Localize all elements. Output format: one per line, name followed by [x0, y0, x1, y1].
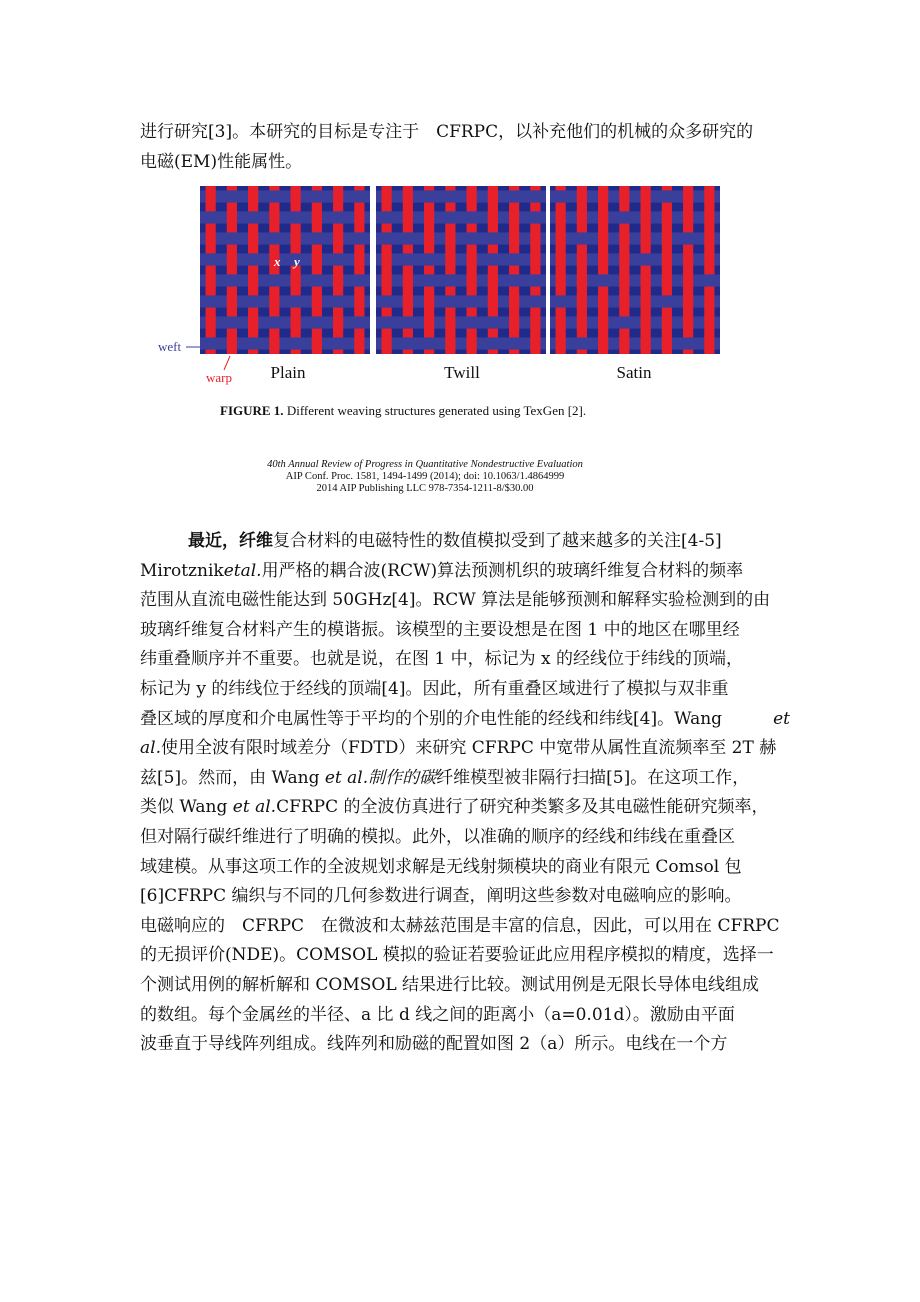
warp-crossover — [488, 189, 498, 203]
warp-crossover — [467, 252, 477, 266]
warp-yarn — [467, 186, 477, 354]
conference-proc: AIP Conf. Proc. 1581, 1494-1499 (2014); doi: 10.1063/1.4864999 — [285, 471, 565, 482]
warp-crossover — [424, 294, 434, 308]
body-line-16: 个测试用例的解析解和 COMSOL 结果进行比较。测试用例是无限长导体电线组成 — [140, 974, 760, 995]
warp-crossover — [683, 294, 693, 308]
warp-crossover — [641, 273, 651, 287]
warp-crossover — [641, 336, 651, 350]
warp-crossover — [488, 210, 498, 224]
warp-crossover — [704, 315, 714, 329]
figure-caption-label: FIGURE 1. — [220, 403, 284, 418]
warp-crossover — [683, 210, 693, 224]
warp-crossover — [577, 315, 587, 329]
body-line-4: 玻璃纤维复合材料产生的模谐振。该模型的主要设想是在图 1 中的地区在哪里经 — [140, 619, 740, 640]
weft-yarn — [200, 316, 370, 328]
weft-yarn — [550, 190, 720, 202]
warp-crossover — [662, 231, 672, 245]
warp-crossover — [227, 210, 237, 224]
warp-crossover — [704, 336, 714, 350]
warp-crossover — [291, 315, 301, 329]
figure-caption — [220, 403, 586, 419]
warp-crossover — [641, 231, 651, 245]
warp-yarn — [382, 186, 392, 354]
warp-crossover — [619, 294, 629, 308]
warp-crossover — [704, 231, 714, 245]
weft-yarn — [200, 337, 370, 349]
warp-crossover — [509, 210, 519, 224]
body-line-9 — [140, 764, 790, 794]
body-line-18: 波垂直于导线阵列组成。线阵列和励磁的配置如图 2（a）所示。电线在一个方 — [140, 1034, 728, 1055]
warp-crossover — [683, 189, 693, 203]
warp-crossover — [403, 294, 413, 308]
warp-crossover — [382, 273, 392, 287]
warp-crossover — [598, 210, 608, 224]
warp-crossover — [577, 252, 587, 266]
warp-crossover — [403, 210, 413, 224]
weft-yarn — [376, 211, 546, 223]
warp-crossover — [333, 315, 343, 329]
body-line-6: 标记为 y 的纬线位于经线的顶端[4]。因此，所有重叠区域进行了模拟与双非重 — [140, 678, 729, 699]
warp-crossover — [641, 189, 651, 203]
weft-yarn — [550, 295, 720, 307]
body-text: 复合材料的电磁特性的数值模拟受到了越来越多的关注[4-5] — [273, 531, 722, 551]
x-label: x — [274, 254, 281, 269]
warp-crossover — [598, 315, 608, 329]
warp-crossover — [248, 231, 258, 245]
body-text-italic: et al. — [232, 797, 277, 818]
warp-crossover — [445, 336, 455, 350]
warp-crossover — [445, 252, 455, 266]
weft-yarn — [550, 253, 720, 265]
warp-crossover — [488, 273, 498, 287]
warp-crossover — [467, 336, 477, 350]
body-line-1 — [140, 527, 790, 557]
warp-crossover — [248, 189, 258, 203]
weft-yarn — [550, 316, 720, 328]
warp-crossover — [662, 273, 672, 287]
weft-yarn — [376, 316, 546, 328]
weft-label: weft — [158, 339, 182, 354]
weft-yarn — [376, 274, 546, 286]
weft-yarn — [200, 274, 370, 286]
warp-crossover — [598, 231, 608, 245]
weft-yarn — [550, 274, 720, 286]
body-line-5: 纬重叠顺序并不重要。也就是说，在图 1 中，标记为 x 的经线位于纬线的顶端， — [140, 649, 744, 670]
warp-crossover — [556, 315, 566, 329]
body-paragraph — [140, 527, 790, 1060]
warp-crossover — [445, 315, 455, 329]
weft-yarn — [550, 211, 720, 223]
body-text: 使用全波有限时域差分（FDTD）来研究 CFRPC 中宽带从属性直流频率至 2T 赫 — [160, 738, 777, 759]
panel-label-plain: Plain — [270, 363, 306, 382]
body-line-8 — [140, 734, 790, 764]
warp-crossover — [530, 252, 540, 266]
body-line-15: 的无损评价(NDE)。COMSOL 模拟的验证若要验证此应用程序模拟的精度，选择一 — [140, 945, 774, 966]
figure-caption-text: Different weaving structures generated using TexGen [2]. — [286, 403, 587, 418]
warp-crossover — [333, 231, 343, 245]
warp-crossover — [598, 189, 608, 203]
warp-crossover — [509, 231, 519, 245]
weft-yarn — [550, 232, 720, 244]
warp-yarn — [619, 186, 629, 354]
warp-label: warp — [206, 370, 232, 385]
warp-crossover — [312, 294, 322, 308]
warp-crossover — [704, 252, 714, 266]
conference-publisher: 2014 AIP Publishing LLC 978-7354-1211-8/$30.00 — [316, 483, 534, 494]
warp-crossover — [509, 294, 519, 308]
warp-crossover — [269, 210, 279, 224]
warp-crossover — [619, 273, 629, 287]
warp-crossover — [227, 336, 237, 350]
body-text: 兹[5]。然而，由 Wang — [140, 767, 320, 788]
body-line-7 — [140, 705, 790, 735]
warp-crossover — [403, 189, 413, 203]
body-text-italic: et al.制作的碳 — [324, 767, 437, 788]
body-text: 最近， — [188, 531, 239, 551]
warp-crossover — [598, 294, 608, 308]
weft-yarn — [200, 295, 370, 307]
warp-crossover — [227, 294, 237, 308]
panel-label-satin: Satin — [616, 363, 652, 382]
warp-crossover — [445, 231, 455, 245]
weave-panel-plain — [200, 186, 370, 354]
warp-crossover — [662, 210, 672, 224]
body-line-10 — [140, 793, 790, 823]
warp-crossover — [291, 231, 301, 245]
weft-yarn — [376, 253, 546, 265]
warp-crossover — [354, 336, 364, 350]
body-text: 用严格的耦合波(RCW)算法预测机织的玻璃纤维复合材料的频率 — [261, 560, 744, 581]
body-line-3: 范围从直流电磁性能达到 50GHz[4]。RCW 算法是能够预测和解释实验检测到的由 — [140, 590, 771, 611]
warp-crossover — [354, 252, 364, 266]
warp-crossover — [641, 210, 651, 224]
warp-crossover — [509, 315, 519, 329]
body-text-bold: 纤维 — [239, 531, 273, 551]
warp-crossover — [577, 294, 587, 308]
warp-crossover — [530, 315, 540, 329]
warp-crossover — [424, 315, 434, 329]
warp-crossover — [598, 252, 608, 266]
warp-crossover — [619, 252, 629, 266]
warp-crossover — [382, 252, 392, 266]
body-text: Mirotznik — [140, 560, 224, 581]
body-line-12: 域建模。从事这项工作的全波规划求解是无线射频模块的商业有限元 Comsol 包 — [140, 856, 742, 877]
warp-crossover — [354, 294, 364, 308]
warp-crossover — [530, 231, 540, 245]
warp-crossover — [530, 336, 540, 350]
weaving-figure — [158, 186, 720, 436]
warp-crossover — [641, 315, 651, 329]
warp-crossover — [641, 294, 651, 308]
weft-yarn — [376, 232, 546, 244]
weft-yarn — [200, 190, 370, 202]
warp-crossover — [248, 273, 258, 287]
warp-crossover — [704, 294, 714, 308]
body-line-17: 的数组。每个金属丝的半径、a 比 d 线之间的距离小（a=0.01d）。激励由平面 — [140, 1004, 735, 1025]
warp-crossover — [269, 336, 279, 350]
warp-crossover — [662, 252, 672, 266]
warp-crossover — [206, 273, 216, 287]
warp-crossover — [403, 273, 413, 287]
warp-crossover — [577, 273, 587, 287]
warp-crossover — [556, 273, 566, 287]
warp-crossover — [467, 273, 477, 287]
warp-crossover — [556, 231, 566, 245]
weave-background — [200, 186, 370, 354]
intro-line-1: 进行研究[3]。本研究的目标是专注于 CFRPC，以补充他们的机械的众多研究的 — [140, 122, 754, 142]
weft-yarn — [200, 253, 370, 265]
warp-crossover — [598, 336, 608, 350]
warp-crossover — [619, 336, 629, 350]
warp-crossover — [206, 315, 216, 329]
body-text-italic: et — [773, 708, 790, 729]
weave-panel-twill — [376, 186, 546, 354]
body-line-13: [6]CFRPC 编织与不同的几何参数进行调查，阐明这些参数对电磁响应的影响。 — [140, 886, 742, 907]
body-text: 类似 Wang — [140, 797, 228, 818]
warp-crossover — [619, 189, 629, 203]
warp-crossover — [312, 210, 322, 224]
weave-panel-satin — [550, 186, 720, 354]
warp-crossover — [382, 336, 392, 350]
weft-yarn — [200, 211, 370, 223]
intro-line-2: 电磁(EM)性能属性。 — [140, 151, 303, 172]
intro-paragraph — [140, 118, 790, 177]
warp-crossover — [291, 189, 301, 203]
warp-crossover — [662, 336, 672, 350]
warp-crossover — [269, 294, 279, 308]
body-text-italic: etal. — [223, 560, 262, 581]
warp-crossover — [382, 189, 392, 203]
weft-yarn — [376, 337, 546, 349]
warp-arrow — [224, 356, 230, 370]
warp-crossover — [354, 210, 364, 224]
warp-crossover — [424, 231, 434, 245]
warp-crossover — [206, 231, 216, 245]
warp-crossover — [248, 315, 258, 329]
warp-crossover — [291, 273, 301, 287]
body-text: 叠区域的厚度和介电属性等于平均的个别的介电性能的经线和纬线[4]。Wang — [140, 708, 723, 729]
panel-label-twill: Twill — [444, 363, 480, 382]
warp-crossover — [556, 336, 566, 350]
weave-background — [550, 186, 720, 354]
warp-crossover — [704, 210, 714, 224]
warp-crossover — [488, 294, 498, 308]
conference-info — [250, 459, 600, 495]
body-line-2 — [140, 557, 790, 587]
warp-crossover — [577, 210, 587, 224]
warp-crossover — [227, 252, 237, 266]
weft-yarn — [376, 190, 546, 202]
body-line-11: 但对隔行碳纤维进行了明确的模拟。此外，以准确的顺序的经线和纬线在重叠区 — [140, 826, 735, 847]
warp-crossover — [704, 189, 714, 203]
warp-crossover — [683, 273, 693, 287]
body-text: 纤维模型被非隔行扫描[5]。在这项工作， — [436, 767, 750, 788]
warp-crossover — [683, 315, 693, 329]
warp-crossover — [424, 210, 434, 224]
warp-crossover — [556, 252, 566, 266]
warp-crossover — [683, 252, 693, 266]
warp-crossover — [619, 231, 629, 245]
warp-crossover — [312, 336, 322, 350]
y-label: y — [294, 254, 300, 269]
warp-crossover — [206, 189, 216, 203]
weft-yarn — [376, 295, 546, 307]
conference-title: 40th Annual Review of Progress in Quantitative Nondestructive Evaluation — [267, 459, 583, 470]
warp-crossover — [312, 252, 322, 266]
body-text: CFRPC 的全波仿真进行了研究种类繁多及其电磁性能研究频率， — [276, 797, 769, 818]
warp-crossover — [556, 210, 566, 224]
weft-yarn — [550, 337, 720, 349]
warp-crossover — [662, 315, 672, 329]
warp-crossover — [333, 273, 343, 287]
weft-yarn — [200, 232, 370, 244]
body-line-14: 电磁响应的 CFRPC 在微波和太赫兹范围是丰富的信息，因此，可以用在 CFRPC — [140, 915, 780, 936]
weave-background — [376, 186, 546, 354]
warp-crossover — [333, 189, 343, 203]
warp-crossover — [467, 189, 477, 203]
body-text-italic: al. — [140, 738, 161, 759]
warp-crossover — [577, 189, 587, 203]
